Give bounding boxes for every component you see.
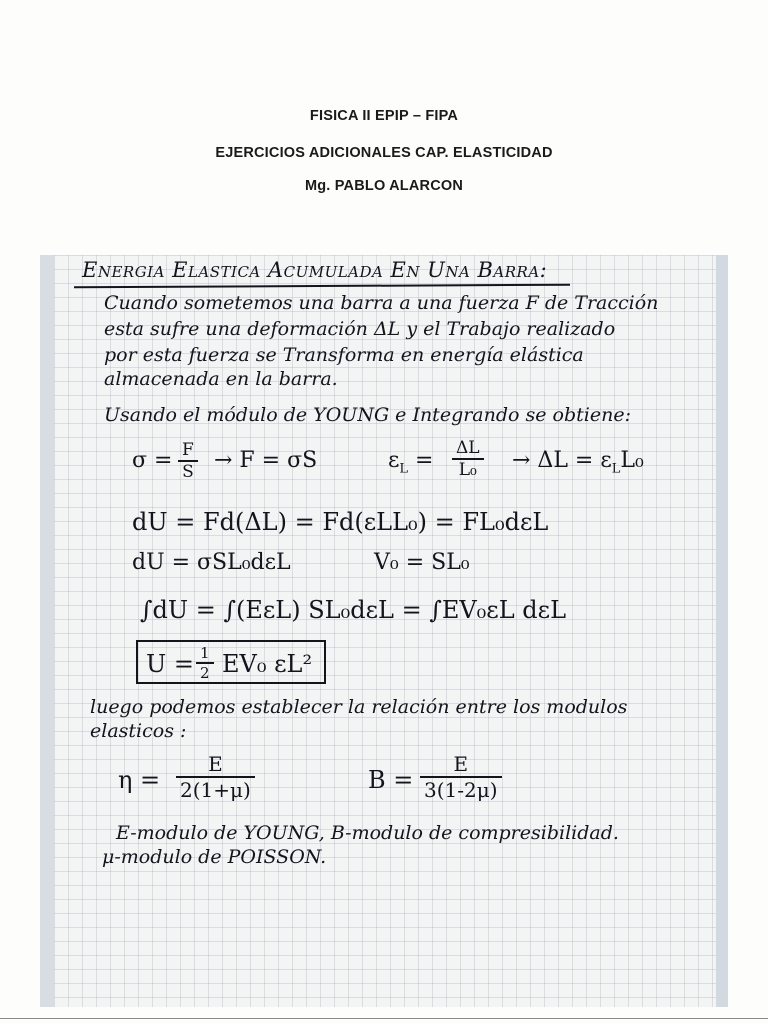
para1-line3: por esta fuerza se Transforma en energía elástica xyxy=(104,344,584,366)
strain-denominator: L₀ xyxy=(458,460,477,480)
bottom-rule xyxy=(0,1018,768,1019)
sigma-fraction xyxy=(178,440,198,482)
strain-lhs xyxy=(388,448,433,476)
energy-lhs: U = xyxy=(146,650,194,678)
notes-title: Energia Elastica Acumulada En Una Barra: xyxy=(82,258,548,282)
strain-rhs-tail: L₀ xyxy=(620,448,644,473)
strain-rhs-head: → ΔL = ε xyxy=(512,448,612,473)
equation-du-expansion: dU = Fd(ΔL) = Fd(εLL₀) = FL₀dεL xyxy=(132,508,549,536)
strain-subscript: L xyxy=(399,461,409,477)
author-name: Mg. PABLO ALARCON xyxy=(304,178,464,194)
course-title: FISICA II EPIP – FIPA xyxy=(309,108,459,124)
strain-rhs-subscript: L xyxy=(611,461,621,477)
eta-lhs: η = xyxy=(118,766,161,794)
exercise-title: EJERCICIOS ADICIONALES CAP. ELASTICIDAD xyxy=(215,145,553,161)
strain-rhs xyxy=(512,448,644,476)
equation-du-stress: dU = σSL₀dεL xyxy=(132,550,291,575)
equation-integral: ∫dU = ∫(EεL) SL₀dεL = ∫EV₀εL dεL xyxy=(140,596,567,624)
eta-numerator: E xyxy=(208,752,223,776)
sigma-numerator: F xyxy=(182,440,194,460)
strain-fraction xyxy=(452,438,484,480)
eta-denominator: 2(1+μ) xyxy=(180,778,251,802)
eta-fraction xyxy=(176,752,255,802)
para3-line1: luego podemos establecer la relación entre los modulos xyxy=(90,696,628,718)
document-header xyxy=(0,0,768,230)
sigma-lhs: σ = xyxy=(132,448,173,473)
sigma-rhs: → F = σS xyxy=(214,448,318,473)
strain-numerator: ΔL xyxy=(456,438,480,458)
bulk-numerator: E xyxy=(453,752,469,776)
bulk-denominator: 3(1-2μ) xyxy=(424,778,498,802)
energy-numerator: 1 xyxy=(200,644,210,662)
energy-fraction xyxy=(196,644,214,682)
para1-line2: esta sufre una deformación ΔL y el Trabajo realizado xyxy=(104,318,616,340)
equation-volume: V₀ = SL₀ xyxy=(374,550,470,575)
para2-line: Usando el módulo de YOUNG e Integrando se obtiene: xyxy=(104,404,631,426)
energy-rhs: EV₀ εL² xyxy=(222,650,313,678)
bulk-fraction xyxy=(420,752,502,802)
legend-line1: E-modulo de YOUNG, B-modulo de compresibilidad. xyxy=(116,822,619,844)
para3-line2: elasticos : xyxy=(90,720,187,742)
strain-symbol: ε xyxy=(388,448,400,473)
sigma-denominator: S xyxy=(182,462,194,482)
legend-line2: μ-modulo de POISSON. xyxy=(102,846,327,868)
bulk-lhs: B = xyxy=(368,766,414,794)
energy-denominator: 2 xyxy=(200,664,210,682)
strain-equals: = xyxy=(415,448,434,473)
para1-line1: Cuando sometemos una barra a una fuerza F de Tracción xyxy=(104,292,659,314)
para1-line4: almacenada en la barra. xyxy=(104,368,338,390)
